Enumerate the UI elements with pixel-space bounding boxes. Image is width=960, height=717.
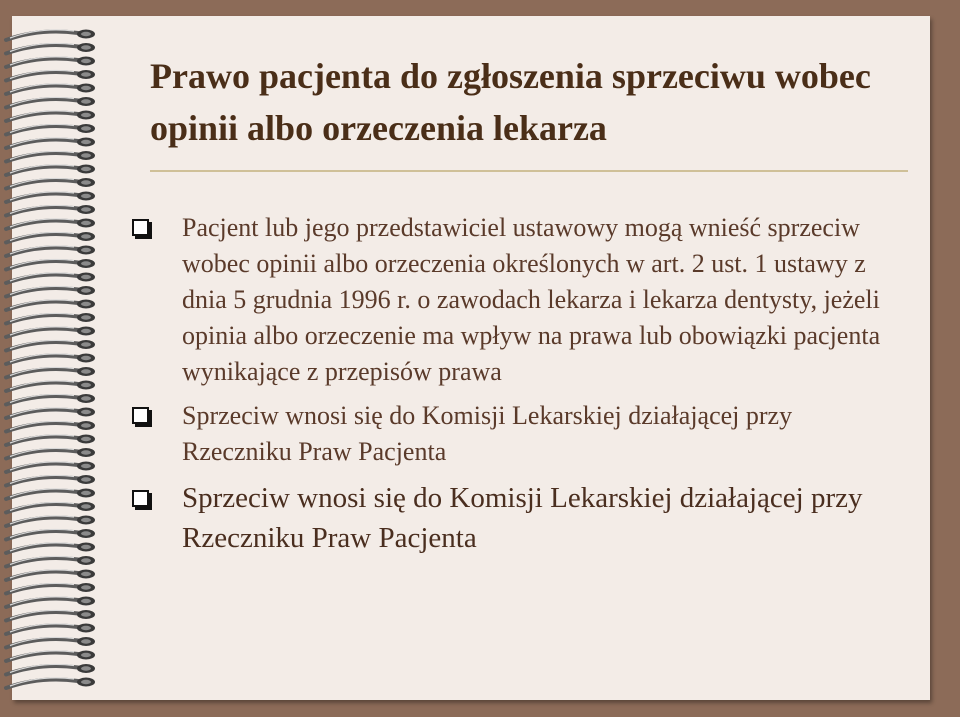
binding-ring <box>6 556 95 567</box>
binding-ring <box>6 381 95 392</box>
checkbox-icon <box>132 490 149 507</box>
binding-ring <box>6 624 95 635</box>
binding-ring <box>6 408 95 419</box>
binding-ring <box>6 313 95 324</box>
binding-ring <box>6 529 95 540</box>
binding-ring <box>6 448 95 459</box>
binding-ring <box>6 610 95 621</box>
binding-ring <box>6 354 95 365</box>
bullet-text: Sprzeciw wnosi się do Komisji Lekarskiej działającej przy Rzeczniku Praw Pacjenta <box>182 401 793 466</box>
binding-ring <box>6 651 95 662</box>
binding-ring <box>6 151 95 162</box>
binding-ring <box>6 475 95 486</box>
binding-ring <box>6 30 95 41</box>
binding-ring <box>6 70 95 81</box>
binding-ring <box>6 246 95 257</box>
binding-ring <box>6 219 95 230</box>
binding-ring <box>6 138 95 149</box>
binding-ring <box>6 192 95 203</box>
binding-ring <box>6 111 95 122</box>
binding-ring <box>6 570 95 581</box>
binding-ring <box>6 502 95 513</box>
binding-ring <box>6 300 95 311</box>
binding-ring <box>6 489 95 500</box>
binding-ring <box>6 84 95 95</box>
binding-ring <box>6 340 95 351</box>
binding-ring <box>6 259 95 270</box>
binding-ring <box>6 583 95 594</box>
binding-ring <box>6 178 95 189</box>
binding-ring <box>6 462 95 473</box>
bullet-item <box>128 478 908 558</box>
checkbox-icon <box>132 407 149 424</box>
slide-title: Prawo pacjenta do zgłoszenia sprzeciwu wobec opinii albo orzeczenia lekarza <box>150 56 871 148</box>
binding-ring <box>6 165 95 176</box>
binding-ring <box>6 664 95 675</box>
binding-ring <box>6 421 95 432</box>
binding-ring <box>6 327 95 338</box>
binding-ring <box>6 232 95 243</box>
binding-ring <box>6 543 95 554</box>
binding-ring <box>6 367 95 378</box>
bullet-list <box>128 210 908 558</box>
binding-ring <box>6 205 95 216</box>
binding-ring <box>6 124 95 135</box>
binding-ring <box>6 273 95 284</box>
binding-ring <box>6 286 95 297</box>
binding-ring <box>6 57 95 68</box>
binding-ring <box>6 435 95 446</box>
bullet-text: Sprzeciw wnosi się do Komisji Lekarskiej działającej przy Rzeczniku Praw Pacjenta <box>182 482 863 554</box>
binding-ring <box>6 394 95 405</box>
binding-ring <box>6 43 95 54</box>
checkbox-icon <box>132 219 149 236</box>
binding-ring <box>6 637 95 648</box>
bullet-item <box>128 398 908 470</box>
bullet-item <box>128 210 908 390</box>
binding-ring <box>6 97 95 108</box>
binding-ring <box>6 678 95 689</box>
binding-ring <box>6 516 95 527</box>
binding-ring <box>6 597 95 608</box>
spiral-binding-icon <box>0 22 110 702</box>
bullet-text: Pacjent lub jego przedstawiciel ustawowy mogą wnieść sprzeciw wobec opinii albo orzeczenia określonych w art. 2 ust. 1 ustawy z dnia 5 grudnia 1996 r. o zawodach lekarza i lekarza dentysty, jeżeli opinia albo orzeczenie ma wpływ na prawa lub obowiązki pacjenta wynikające z przepisów prawa <box>182 213 881 386</box>
title-divider <box>150 170 908 172</box>
